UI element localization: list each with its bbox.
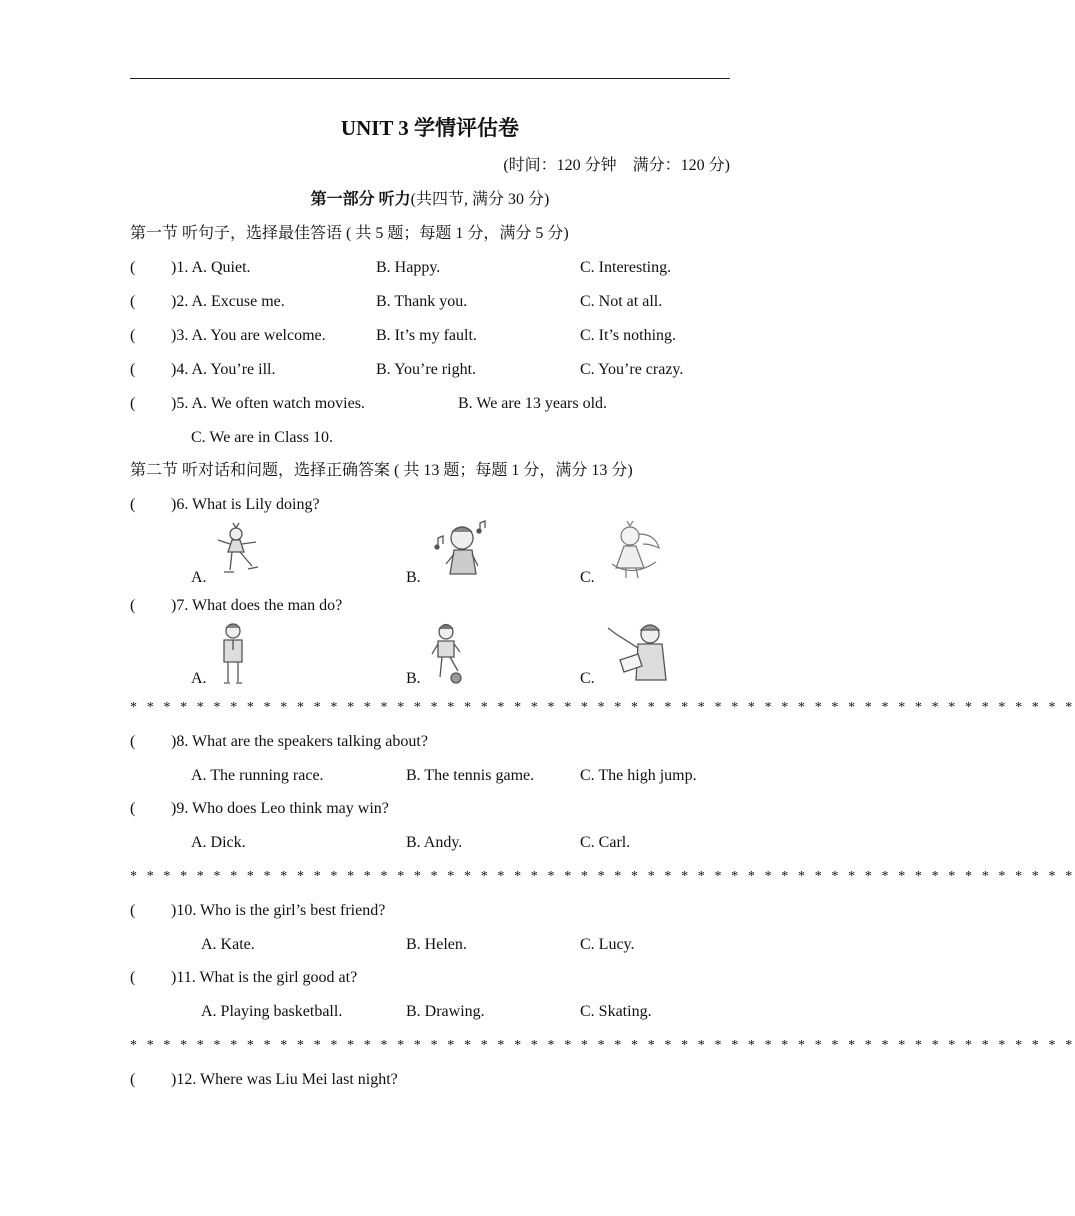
question-10-option-b: B. Helen.: [406, 936, 467, 953]
question-5-option-b: B. We are 13 years old.: [458, 395, 608, 412]
answer-blank-open[interactable]: (: [130, 733, 136, 750]
separator-stars: * * * * * * * * * * * * * * * * * * * * * * * * * * * * * * * * * * * * * * * * * * * * * * * * * * * * * * * * *: [130, 869, 1075, 884]
answer-blank-open[interactable]: (: [130, 800, 136, 817]
question-6-text: )6. What is Lily doing?: [171, 496, 320, 513]
page-title: UNIT 3 学情评估卷: [340, 116, 520, 140]
answer-blank-open[interactable]: (: [130, 361, 136, 378]
section-one-heading: 第一节 听句子，选择最佳答语 ( 共 5 题；每题 1 分，满分 5 分): [130, 225, 569, 242]
answer-blank-open[interactable]: (: [130, 293, 136, 310]
question-9-text: )9. Who does Leo think may win?: [171, 800, 389, 817]
question-2-option-b: B. Thank you.: [376, 293, 468, 310]
question-11-option-a: A. Playing basketball.: [201, 1003, 343, 1020]
question-10-text: )10. Who is the girl’s best friend?: [171, 902, 386, 919]
question-5-option-a: )5. A. We often watch movies.: [171, 395, 365, 412]
answer-blank-open[interactable]: (: [130, 395, 136, 412]
question-6-label-a: A.: [191, 569, 207, 586]
answer-blank-open[interactable]: (: [130, 327, 136, 344]
question-11-option-c: C. Skating.: [580, 1003, 652, 1020]
football-player-image[interactable]: [428, 622, 468, 686]
question-7-label-b: B.: [406, 670, 421, 687]
skating-girl-image[interactable]: [210, 522, 276, 584]
question-9-option-b: B. Andy.: [406, 834, 463, 851]
dancing-girl-image[interactable]: [606, 520, 668, 584]
question-1-option-b: B. Happy.: [376, 259, 441, 276]
question-5-option-c: C. We are in Class 10.: [191, 429, 333, 446]
question-6-label-c: C.: [580, 569, 595, 586]
time-score-info: (时间：120 分钟 满分：120 分): [503, 157, 730, 174]
question-7-label-c: C.: [580, 670, 595, 687]
separator-stars: * * * * * * * * * * * * * * * * * * * * * * * * * * * * * * * * * * * * * * * * * * * * * * * * * * * * * * * * *: [130, 700, 1075, 715]
question-4-option-c: C. You’re crazy.: [580, 361, 684, 378]
question-9-option-a: A. Dick.: [191, 834, 246, 851]
section-two-heading: 第二节 听对话和问题，选择正确答案 ( 共 13 题；每题 1 分，满分 13 分): [130, 462, 633, 479]
question-4-option-a: )4. A. You’re ill.: [171, 361, 276, 378]
answer-blank-open[interactable]: (: [130, 902, 136, 919]
top-rule: [130, 78, 730, 79]
question-10-option-a: A. Kate.: [201, 936, 255, 953]
question-8-text: )8. What are the speakers talking about?: [171, 733, 428, 750]
question-2-option-c: C. Not at all.: [580, 293, 663, 310]
question-8-option-a: A. The running race.: [191, 767, 324, 784]
question-7-text: )7. What does the man do?: [171, 597, 343, 614]
office-man-image[interactable]: [216, 622, 250, 686]
question-11-text: )11. What is the girl good at?: [171, 969, 358, 986]
question-1-option-a: )1. A. Quiet.: [171, 259, 251, 276]
question-11-option-b: B. Drawing.: [406, 1003, 485, 1020]
question-3-option-c: C. It’s nothing.: [580, 327, 677, 344]
question-1-option-c: C. Interesting.: [580, 259, 672, 276]
part-one-subtitle: (共四节, 满分 30 分): [410, 191, 550, 208]
question-8-option-c: C. The high jump.: [580, 767, 697, 784]
question-8-option-b: B. The tennis game.: [406, 767, 535, 784]
separator-stars: * * * * * * * * * * * * * * * * * * * * * * * * * * * * * * * * * * * * * * * * * * * * * * * * * * * * * * * * *: [130, 1038, 1075, 1053]
question-4-option-b: B. You’re right.: [376, 361, 477, 378]
question-6-label-b: B.: [406, 569, 421, 586]
part-one-title: 第一部分 听力: [310, 191, 411, 208]
question-3-option-a: )3. A. You are welcome.: [171, 327, 326, 344]
part-one-heading: [0, 190, 860, 210]
answer-blank-open[interactable]: (: [130, 969, 136, 986]
singing-girl-image[interactable]: [430, 520, 492, 584]
answer-blank-open[interactable]: (: [130, 597, 136, 614]
answer-blank-open[interactable]: (: [130, 259, 136, 276]
question-2-option-a: )2. A. Excuse me.: [171, 293, 285, 310]
question-7-label-a: A.: [191, 670, 207, 687]
tour-guide-image[interactable]: [604, 620, 672, 686]
answer-blank-open[interactable]: (: [130, 496, 136, 513]
question-3-option-b: B. It’s my fault.: [376, 327, 477, 344]
question-12-text: )12. Where was Liu Mei last night?: [171, 1071, 398, 1088]
answer-blank-open[interactable]: (: [130, 1071, 136, 1088]
question-9-option-c: C. Carl.: [580, 834, 631, 851]
question-10-option-c: C. Lucy.: [580, 936, 635, 953]
